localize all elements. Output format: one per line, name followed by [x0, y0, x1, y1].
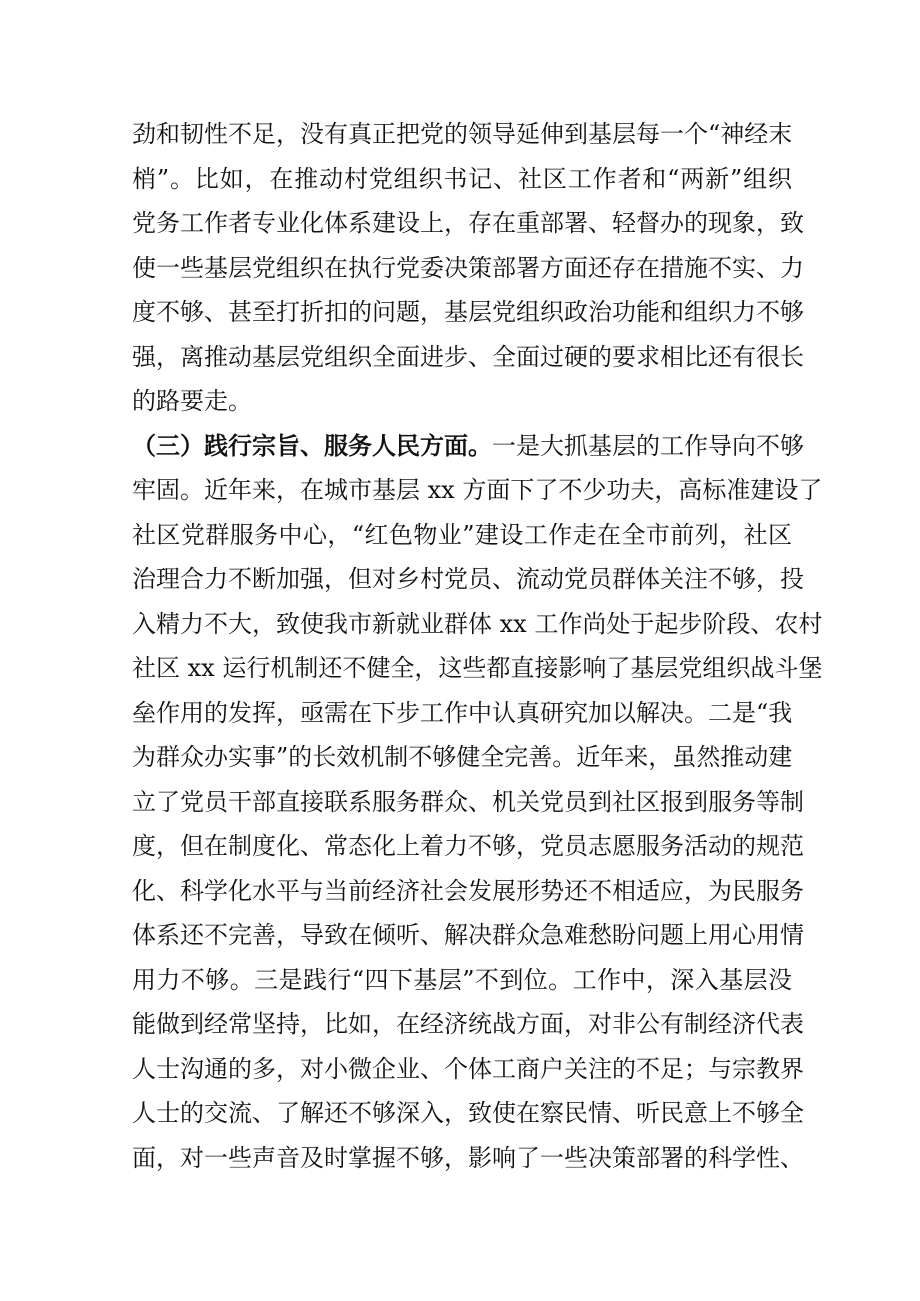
- text-line: 入精力不大，致使我市新就业群体 xx 工作尚处于起步阶段、农村: [132, 609, 823, 638]
- text-line: 牢固。近年来，在城市基层 xx 方面下了不少功夫，高标准建设了: [132, 476, 823, 504]
- text-line: 的路要走。: [132, 387, 252, 415]
- text-line: 梢”。比如，在推动村党组织书记、社区工作者和“两新”组织: [132, 164, 792, 193]
- text-line: 社区 xx 运行机制还不健全，这些都直接影响了基层党组织战斗堡: [132, 654, 823, 682]
- text-line: 社区党群服务中心，“红色物业”建设工作走在全市前列，社区: [132, 520, 792, 549]
- text-line: 为群众办实事”的长效机制不够健全完善。近年来，虽然推动建: [132, 743, 793, 771]
- text-line: 面，对一些声音及时掌握不够，影响了一些决策部署的科学性、: [132, 1143, 804, 1172]
- paragraph-section-three: [132, 424, 823, 1181]
- section-first-line-text: 一是大抓基层的工作导向不够: [492, 431, 804, 460]
- text-line: 度不够、甚至打折扣的问题，基层党组织政治功能和组织力不够: [132, 298, 804, 326]
- text-line: 使一些基层党组织在执行党委决策部署方面还存在措施不实、力: [132, 253, 804, 282]
- text-line: 用力不够。三是践行“四下基层”不到位。工作中，深入基层没: [132, 965, 792, 994]
- section-heading: （三）践行宗旨、服务人民方面。: [132, 430, 492, 460]
- document-body: [132, 112, 823, 1180]
- text-line: 垒作用的发挥，亟需在下步工作中认真研究加以解决。二是“我: [132, 698, 793, 727]
- text-line: 能做到经常坚持，比如，在经济统战方面，对非公有制经济代表: [132, 1010, 804, 1038]
- text-line: 立了党员干部直接联系服务群众、机关党员到社区报到服务等制: [132, 787, 804, 816]
- text-line: 人士的交流、了解还不够深入，致使在察民情、听民意上不够全: [132, 1099, 804, 1127]
- paragraph-continued: [132, 112, 804, 424]
- text-line: 人士沟通的多，对小微企业、个体工商户关注的不足；与宗教界: [132, 1054, 804, 1083]
- text-line: 度，但在制度化、常态化上着力不够，党员志愿服务活动的规范: [132, 832, 804, 860]
- text-line: 体系还不完善，导致在倾听、解决群众急难愁盼问题上用心用情: [132, 921, 804, 949]
- text-line: 劲和韧性不足，没有真正把党的领导延伸到基层每一个“神经末: [132, 120, 793, 148]
- text-line: 化、科学化水平与当前经济社会发展形势还不相适应，为民服务: [132, 876, 804, 905]
- text-line: 党务工作者专业化体系建设上，存在重部署、轻督办的现象，致: [132, 209, 804, 237]
- text-line: 治理合力不断加强，但对乡村党员、流动党员群体关注不够，投: [132, 565, 804, 593]
- section-first-line: [132, 424, 804, 469]
- text-line: 强，离推动基层党组织全面进步、全面过硬的要求相比还有很长: [132, 342, 804, 371]
